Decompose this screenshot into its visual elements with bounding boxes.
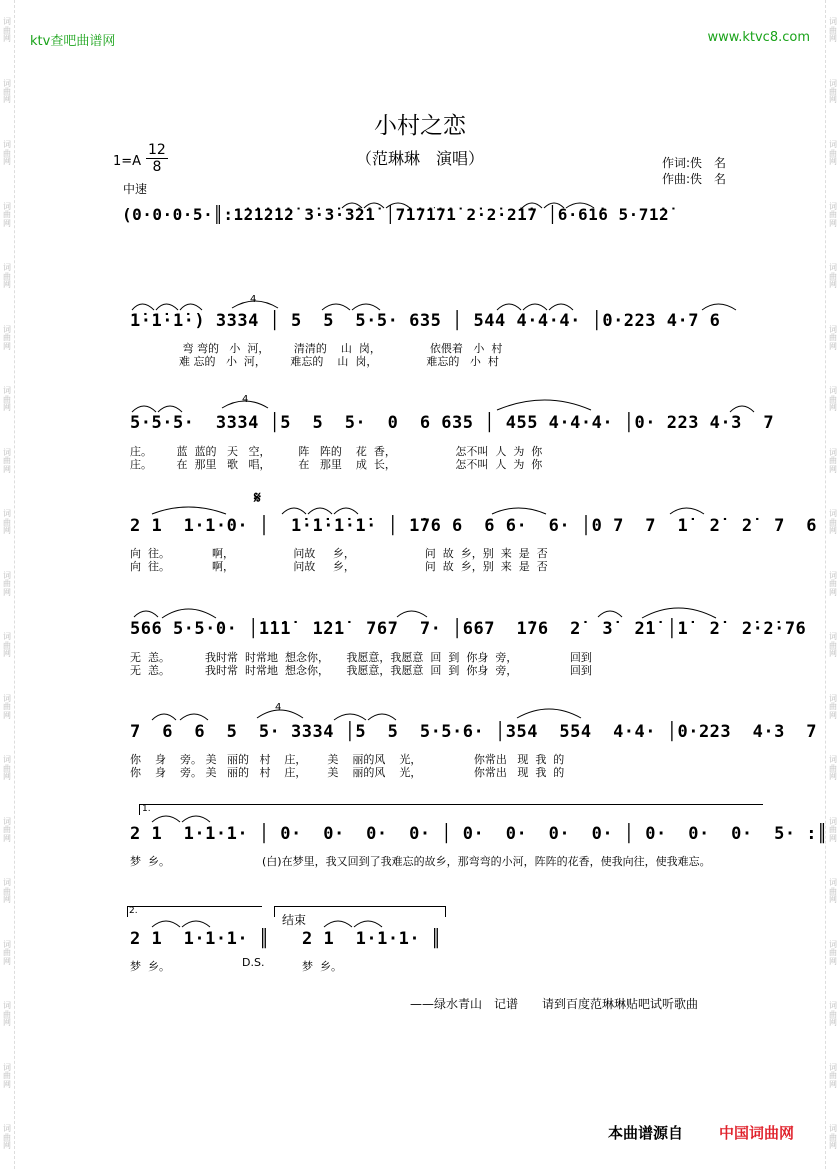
right-watermark-text: 词 曲 网 bbox=[829, 17, 837, 43]
left-watermark-text: 词 曲 网 bbox=[3, 1001, 11, 1028]
time-denominator: 8 bbox=[152, 159, 162, 175]
slur-row5a bbox=[132, 603, 162, 619]
volta-bracket-1 bbox=[139, 804, 763, 815]
left-watermark-text: 词 曲 网 bbox=[3, 201, 11, 228]
lyric-row-6-verse-1: 你 身 旁。 美 丽的 村 庄， 美 丽的风 光， 你常出 现 我 的 bbox=[130, 753, 565, 766]
svg-text:4: 4 bbox=[242, 394, 249, 405]
slur-row3a bbox=[130, 398, 200, 414]
spoken-dialogue: (白)在梦里，我又回到了我难忘的故乡，那弯弯的小河，阵阵的花香，使我向往，使我难忘。 bbox=[262, 855, 711, 868]
left-watermark-text: 词 曲 网 bbox=[3, 1124, 11, 1151]
staff-row-8-b: 2 1 1·1·1· ║ bbox=[302, 929, 442, 949]
right-watermark-text: 词 曲 网 bbox=[829, 324, 837, 351]
left-watermark-text: 词 曲 网 bbox=[3, 324, 11, 351]
right-watermark-text: 词 曲 网 bbox=[829, 78, 837, 105]
staff-row-2: 1̇·1̇·1̇·) 3334 │ 5 5 5·5· 635 │ 544 4·4·4· │0·223 4·7 6 bbox=[130, 311, 721, 331]
left-watermark-text: 词 曲 网 bbox=[3, 263, 11, 290]
slur-row6d bbox=[515, 700, 585, 720]
staff-row-6: 7 6 6 5 5· 3334 │5 5 5·5·6· │354 554 4·4· │0·223 4·3 7 bbox=[130, 722, 818, 742]
left-watermark-text: 词 曲 网 bbox=[3, 1062, 11, 1089]
right-watermark-text: 词 曲 网 bbox=[829, 816, 837, 843]
slur-row4d bbox=[668, 500, 708, 516]
composer-credit: 作曲:佚 名 bbox=[662, 172, 727, 186]
left-watermark-text: 词 曲 网 bbox=[3, 140, 11, 166]
left-watermark-text: 词 曲 网 bbox=[3, 939, 11, 966]
left-watermark-text: 词 曲 网 bbox=[3, 509, 11, 536]
slur-row2c bbox=[320, 296, 400, 312]
slur-row2b bbox=[230, 292, 280, 310]
lyric-row-4-verse-2: 向 往。 啊， 问故 乡， 问 故 乡，别 来 是 否 bbox=[130, 560, 548, 573]
dal-segno-mark: D.S. bbox=[242, 956, 265, 969]
slur-row4a bbox=[150, 500, 230, 516]
key-signature: 1=A bbox=[113, 154, 142, 169]
slur-row2e bbox=[700, 296, 740, 312]
left-watermark-text: 词 曲 网 bbox=[3, 816, 11, 843]
slur-row7 bbox=[150, 808, 230, 824]
left-watermark-text: 词 曲 网 bbox=[3, 632, 11, 659]
left-site-watermark: ktv查吧曲谱网 bbox=[30, 34, 116, 49]
left-watermark-text: 词 曲 网 bbox=[3, 570, 11, 597]
slur-row3c bbox=[495, 390, 595, 412]
volta-label-2: 2. bbox=[129, 906, 138, 916]
slur-row8b bbox=[322, 913, 402, 929]
slur-row3d bbox=[728, 398, 758, 414]
slur-row2d bbox=[495, 296, 585, 312]
right-watermark-text: 词 曲 网 bbox=[829, 632, 837, 659]
slur-row1b bbox=[520, 196, 610, 210]
left-watermark-text: 词 曲 网 bbox=[3, 447, 11, 474]
slur-row6c bbox=[332, 706, 402, 722]
right-watermark-text: 词 曲 网 bbox=[829, 447, 837, 474]
right-watermark-text: 词 曲 网 bbox=[829, 693, 837, 720]
svg-text:4: 4 bbox=[275, 702, 282, 713]
lyric-row-2-verse-2: 难 忘的 小 河， 难忘的 山 岗， 难忘的 小 村 bbox=[130, 355, 499, 368]
right-watermark-text: 词 曲 网 bbox=[829, 201, 837, 228]
lyric-row-8-b: 梦 乡。 bbox=[302, 960, 342, 973]
lyric-row-4-verse-1: 向 往。 啊， 问故 乡， 问 故 乡，别 来 是 否 bbox=[130, 547, 548, 560]
right-watermark-text: 词 曲 网 bbox=[829, 1062, 837, 1089]
singer-line: （范琳琳 演唱） bbox=[355, 149, 484, 168]
slur-row5d bbox=[596, 603, 626, 619]
right-watermark-strip bbox=[825, 0, 840, 1169]
slur-row8a bbox=[150, 913, 230, 929]
right-watermark-text: 词 曲 网 bbox=[829, 509, 837, 536]
right-watermark-text: 词 曲 网 bbox=[829, 263, 837, 290]
lyric-row-7: 梦 乡。 bbox=[130, 855, 170, 868]
right-watermark-text: 词 曲 网 bbox=[829, 386, 837, 413]
slur-row2a bbox=[130, 296, 210, 312]
staff-row-1: (0·0·0·5·║:1̇2̇1̇2̇1̇2̇ 3̇·3̇·3̇2̇1̇ │7̇1̇7̇1̇7̇1̇ 2̇·2̇·2̇1̇7 │6·61̇6 5·71̇2̇ bbox=[122, 205, 670, 224]
lyric-row-2-verse-1: 弯 弯的 小 河， 清清的 山 岗， 依偎着 小 村 bbox=[130, 342, 503, 355]
right-watermark-text: 词 曲 网 bbox=[829, 878, 837, 905]
slur-row5c bbox=[395, 603, 431, 619]
slur-row1 bbox=[340, 196, 435, 210]
left-watermark-strip bbox=[0, 0, 15, 1169]
left-watermark-text: 词 曲 网 bbox=[3, 17, 11, 43]
staff-row-8-a: 2 1 1·1·1· ║ bbox=[130, 929, 270, 949]
left-watermark-text: 词 曲 网 bbox=[3, 878, 11, 905]
source-label: 本曲谱源自 bbox=[608, 1124, 684, 1142]
slur-row3b bbox=[220, 392, 270, 410]
slur-row5b bbox=[160, 600, 220, 620]
right-site-watermark: www.ktvc8.com bbox=[707, 30, 810, 45]
staff-row-7: 2 1 1·1·1· │ 0· 0· 0· 0· │ 0· 0· 0· 0· │ 0· 0· 0· 5· :║ bbox=[130, 824, 828, 844]
right-watermark-text: 词 曲 网 bbox=[829, 1001, 837, 1028]
song-title: 小村之恋 bbox=[374, 113, 466, 139]
lyric-row-5-verse-2: 无 恙。 我时常 时常地 想念你， 我愿意，我愿意 回 到 你身 旁， 回到 bbox=[130, 664, 592, 677]
right-watermark-text: 词 曲 网 bbox=[829, 570, 837, 597]
right-watermark-text: 词 曲 网 bbox=[829, 1124, 837, 1151]
left-watermark-text: 词 曲 网 bbox=[3, 78, 11, 105]
slur-row6a bbox=[150, 706, 220, 722]
slur-row5e bbox=[640, 598, 720, 620]
right-watermark-text: 词 曲 网 bbox=[829, 939, 837, 966]
lyric-row-8-a: 梦 乡。 bbox=[130, 960, 170, 973]
right-watermark-text: 词 曲 网 bbox=[829, 755, 837, 782]
segno-sign: 𝄋 bbox=[254, 488, 261, 507]
slur-row4b bbox=[280, 500, 370, 516]
staff-row-5: 566 5·5·0· │1̇1̇1̇ 1̇2̇1̇ 767 7· │667 1̇76 2̇ 3̇ 2̇1̇ │1̇ 2̇ 2̇·2̇·76 bbox=[130, 619, 807, 639]
time-numerator: 12 bbox=[148, 142, 166, 158]
volta-label-1: 1. bbox=[142, 804, 151, 814]
left-watermark-text: 词 曲 网 bbox=[3, 693, 11, 720]
lyric-row-6-verse-2: 你 身 旁。 美 丽的 村 庄， 美 丽的风 光， 你常出 现 我 的 bbox=[130, 766, 565, 779]
time-signature bbox=[146, 142, 168, 175]
right-watermark-text: 词 曲 网 bbox=[829, 140, 837, 166]
lyric-row-5-verse-1: 无 恙。 我时常 时常地 想念你， 我愿意，我愿意 回 到 你身 旁， 回到 bbox=[130, 651, 592, 664]
staff-row-3: 5·5·5· 3334 │5 5 5· 0 6 635 │ 455 4·4·4· │0· 223 4·3 7 bbox=[130, 413, 775, 433]
lyric-row-3-verse-2: 庄。 在 那里 歌 唱， 在 那里 成 长， 怎不叫 人 为 你 bbox=[130, 458, 543, 471]
slur-row4c bbox=[490, 500, 550, 516]
transcriber-note: ——绿水青山 记谱 请到百度范琳琳贴吧试听歌曲 bbox=[410, 997, 699, 1011]
svg-text:4: 4 bbox=[250, 294, 257, 305]
left-watermark-text: 词 曲 网 bbox=[3, 755, 11, 782]
source-site-link[interactable]: 中国词曲网 bbox=[719, 1124, 795, 1142]
lyric-row-3-verse-1: 庄。 蓝 蓝的 天 空， 阵 阵的 花 香， 怎不叫 人 为 你 bbox=[130, 445, 543, 458]
slur-row6b bbox=[255, 700, 305, 720]
left-watermark-text: 词 曲 网 bbox=[3, 386, 11, 413]
ending-label: 结束 bbox=[282, 913, 307, 927]
staff-row-4: 2 1 1·1·0· │ 1̇·1̇·1̇·1̇· │ 1̇76 6 6 6· 6· │0 7 7 1̇ 2̇ 2̇ 7 6 bbox=[130, 516, 818, 536]
tempo-marking: 中速 bbox=[123, 182, 148, 196]
lyricist-credit: 作词:佚 名 bbox=[662, 156, 727, 170]
